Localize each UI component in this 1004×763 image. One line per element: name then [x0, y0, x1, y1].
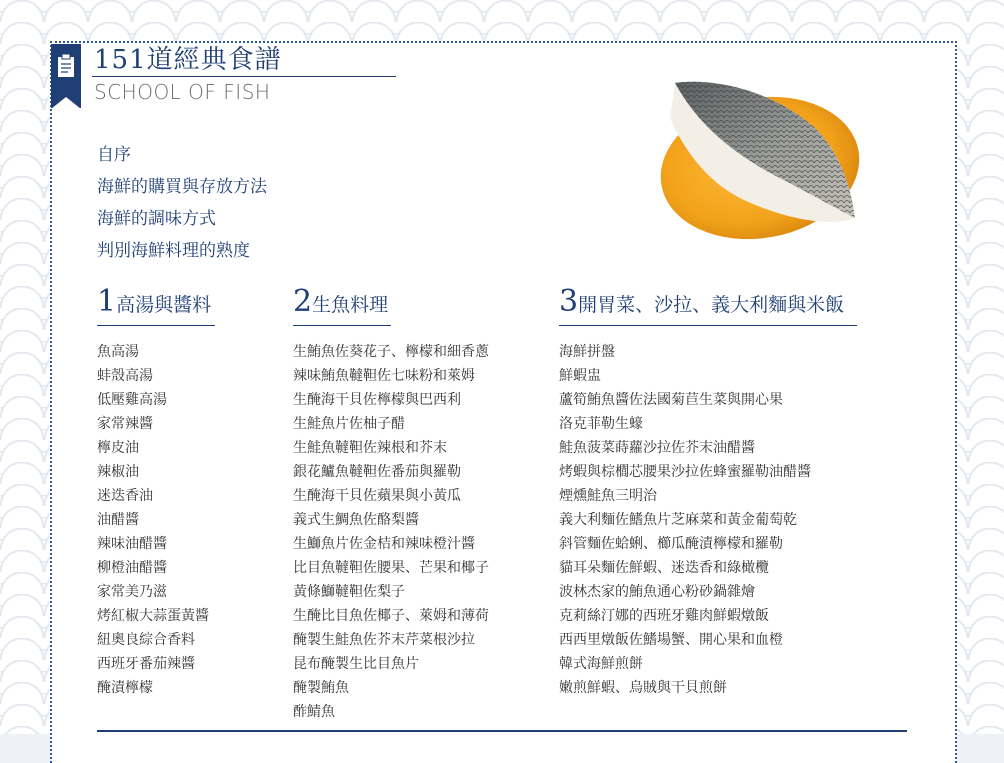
- recipe-item[interactable]: 烤紅椒大蒜蛋黃醬: [97, 608, 209, 624]
- recipe-item[interactable]: 魚高湯: [97, 344, 139, 360]
- recipe-item[interactable]: 家常美乃滋: [97, 584, 167, 600]
- recipe-item[interactable]: 比目魚韃靼佐腰果、芒果和椰子: [293, 560, 489, 576]
- bottom-divider: [97, 730, 907, 732]
- recipe-item[interactable]: 迷迭香油: [97, 488, 153, 504]
- recipe-item[interactable]: 昆布醃製生比目魚片: [293, 656, 419, 672]
- recipe-item[interactable]: 蚌殼高湯: [97, 368, 153, 384]
- bookmark-ribbon: [51, 44, 81, 108]
- recipe-list: [97, 340, 215, 700]
- recipe-item[interactable]: 義式生鯛魚佐酪梨醬: [293, 512, 419, 528]
- recipe-item[interactable]: 嫩煎鮮蝦、烏賊與干貝煎餅: [559, 680, 727, 696]
- recipe-item[interactable]: 辣椒油: [97, 464, 139, 480]
- recipe-item[interactable]: 黃條鰤韃靼佐梨子: [293, 584, 405, 600]
- notepad-icon: [57, 54, 75, 78]
- recipe-item[interactable]: 辣味鮪魚韃靼佐七味粉和萊姆: [293, 368, 475, 384]
- recipe-item[interactable]: 檸皮油: [97, 440, 139, 456]
- intro-item[interactable]: 海鮮的調味方式: [97, 209, 216, 229]
- fish-fillet-illustration: [640, 68, 870, 243]
- recipe-item[interactable]: 洛克菲勒生蠔: [559, 416, 643, 432]
- recipe-item[interactable]: 生醃海干貝佐蘋果與小黃瓜: [293, 488, 461, 504]
- recipe-item[interactable]: 鮭魚菠菜蒔蘿沙拉佐芥末油醋醬: [559, 440, 755, 456]
- recipe-item[interactable]: 西西里燉飯佐鰭場蟹、開心果和血橙: [559, 632, 783, 648]
- section-heading: 3開胃菜、沙拉、義大利麵與米飯: [559, 286, 857, 326]
- recipe-item[interactable]: 生鰤魚片佐金桔和辣味橙汁醬: [293, 536, 475, 552]
- recipe-item[interactable]: 鮮蝦盅: [559, 368, 601, 384]
- recipe-item[interactable]: 波林杰家的鮪魚通心粉砂鍋雜燴: [559, 584, 755, 600]
- section-heading: 2生魚料理: [293, 286, 391, 326]
- recipe-list: [559, 340, 857, 700]
- recipe-item[interactable]: 紐奧良綜合香料: [97, 632, 195, 648]
- intro-item[interactable]: 判別海鮮料理的熟度: [97, 241, 250, 261]
- recipe-item[interactable]: 低壓雞高湯: [97, 392, 167, 408]
- recipe-item[interactable]: 醃製鮪魚: [293, 680, 349, 696]
- recipe-item[interactable]: 家常辣醬: [97, 416, 153, 432]
- recipe-item[interactable]: 蘆筍鮪魚醬佐法國菊苣生菜與開心果: [559, 392, 783, 408]
- recipe-item[interactable]: 烤蝦與棕櫚芯腰果沙拉佐蜂蜜羅勒油醋醬: [559, 464, 811, 480]
- section-1: [97, 286, 215, 700]
- recipe-item[interactable]: 油醋醬: [97, 512, 139, 528]
- recipe-item[interactable]: 貓耳朵麵佐鮮蝦、迷迭香和綠橄欖: [559, 560, 769, 576]
- recipe-item[interactable]: 銀花鱸魚韃靼佐番茄與羅勒: [293, 464, 461, 480]
- recipe-item[interactable]: 生醃海干貝佐檸檬與巴西利: [293, 392, 461, 408]
- recipe-item[interactable]: 海鮮拼盤: [559, 344, 615, 360]
- recipe-list: [293, 340, 489, 724]
- section-heading: 1高湯與醬料: [97, 286, 215, 326]
- section-2: [293, 286, 489, 724]
- intro-item[interactable]: 自序: [97, 145, 131, 165]
- recipe-item[interactable]: 醃製生鮭魚佐芥末芹菜根沙拉: [293, 632, 475, 648]
- recipe-item[interactable]: 克莉絲汀娜的西班牙雞肉鮮蝦燉飯: [559, 608, 769, 624]
- recipe-item[interactable]: 柳橙油醋醬: [97, 560, 167, 576]
- recipe-item[interactable]: 辣味油醋醬: [97, 536, 167, 552]
- recipe-item[interactable]: 義大利麵佐鰭魚片芝麻菜和黃金葡萄乾: [559, 512, 797, 528]
- page-subtitle: SCHOOL OF FISH: [94, 80, 271, 104]
- recipe-item[interactable]: 生醃比目魚佐椰子、萊姆和薄荷: [293, 608, 489, 624]
- section-3: [559, 286, 857, 700]
- intro-item[interactable]: 海鮮的購買與存放方法: [97, 177, 267, 197]
- recipe-item[interactable]: 煙燻鮭魚三明治: [559, 488, 657, 504]
- title-underline: [92, 76, 396, 77]
- recipe-item[interactable]: 生鮭魚韃靼佐辣根和芥末: [293, 440, 447, 456]
- recipe-item[interactable]: 西班牙番茄辣醬: [97, 656, 195, 672]
- recipe-item[interactable]: 酢鯖魚: [293, 704, 335, 720]
- recipe-item[interactable]: 生鮭魚片佐柚子醋: [293, 416, 405, 432]
- recipe-item[interactable]: 醃漬檸檬: [97, 680, 153, 696]
- recipe-item[interactable]: 韓式海鮮煎餅: [559, 656, 643, 672]
- intro-list: [97, 139, 267, 267]
- recipe-item[interactable]: 斜管麵佐蛤蜊、櫛瓜醃漬檸檬和羅勒: [559, 536, 783, 552]
- page-title: 151道經典食譜: [94, 45, 282, 75]
- recipe-item[interactable]: 生鮪魚佐葵花子、檸檬和細香蔥: [293, 344, 489, 360]
